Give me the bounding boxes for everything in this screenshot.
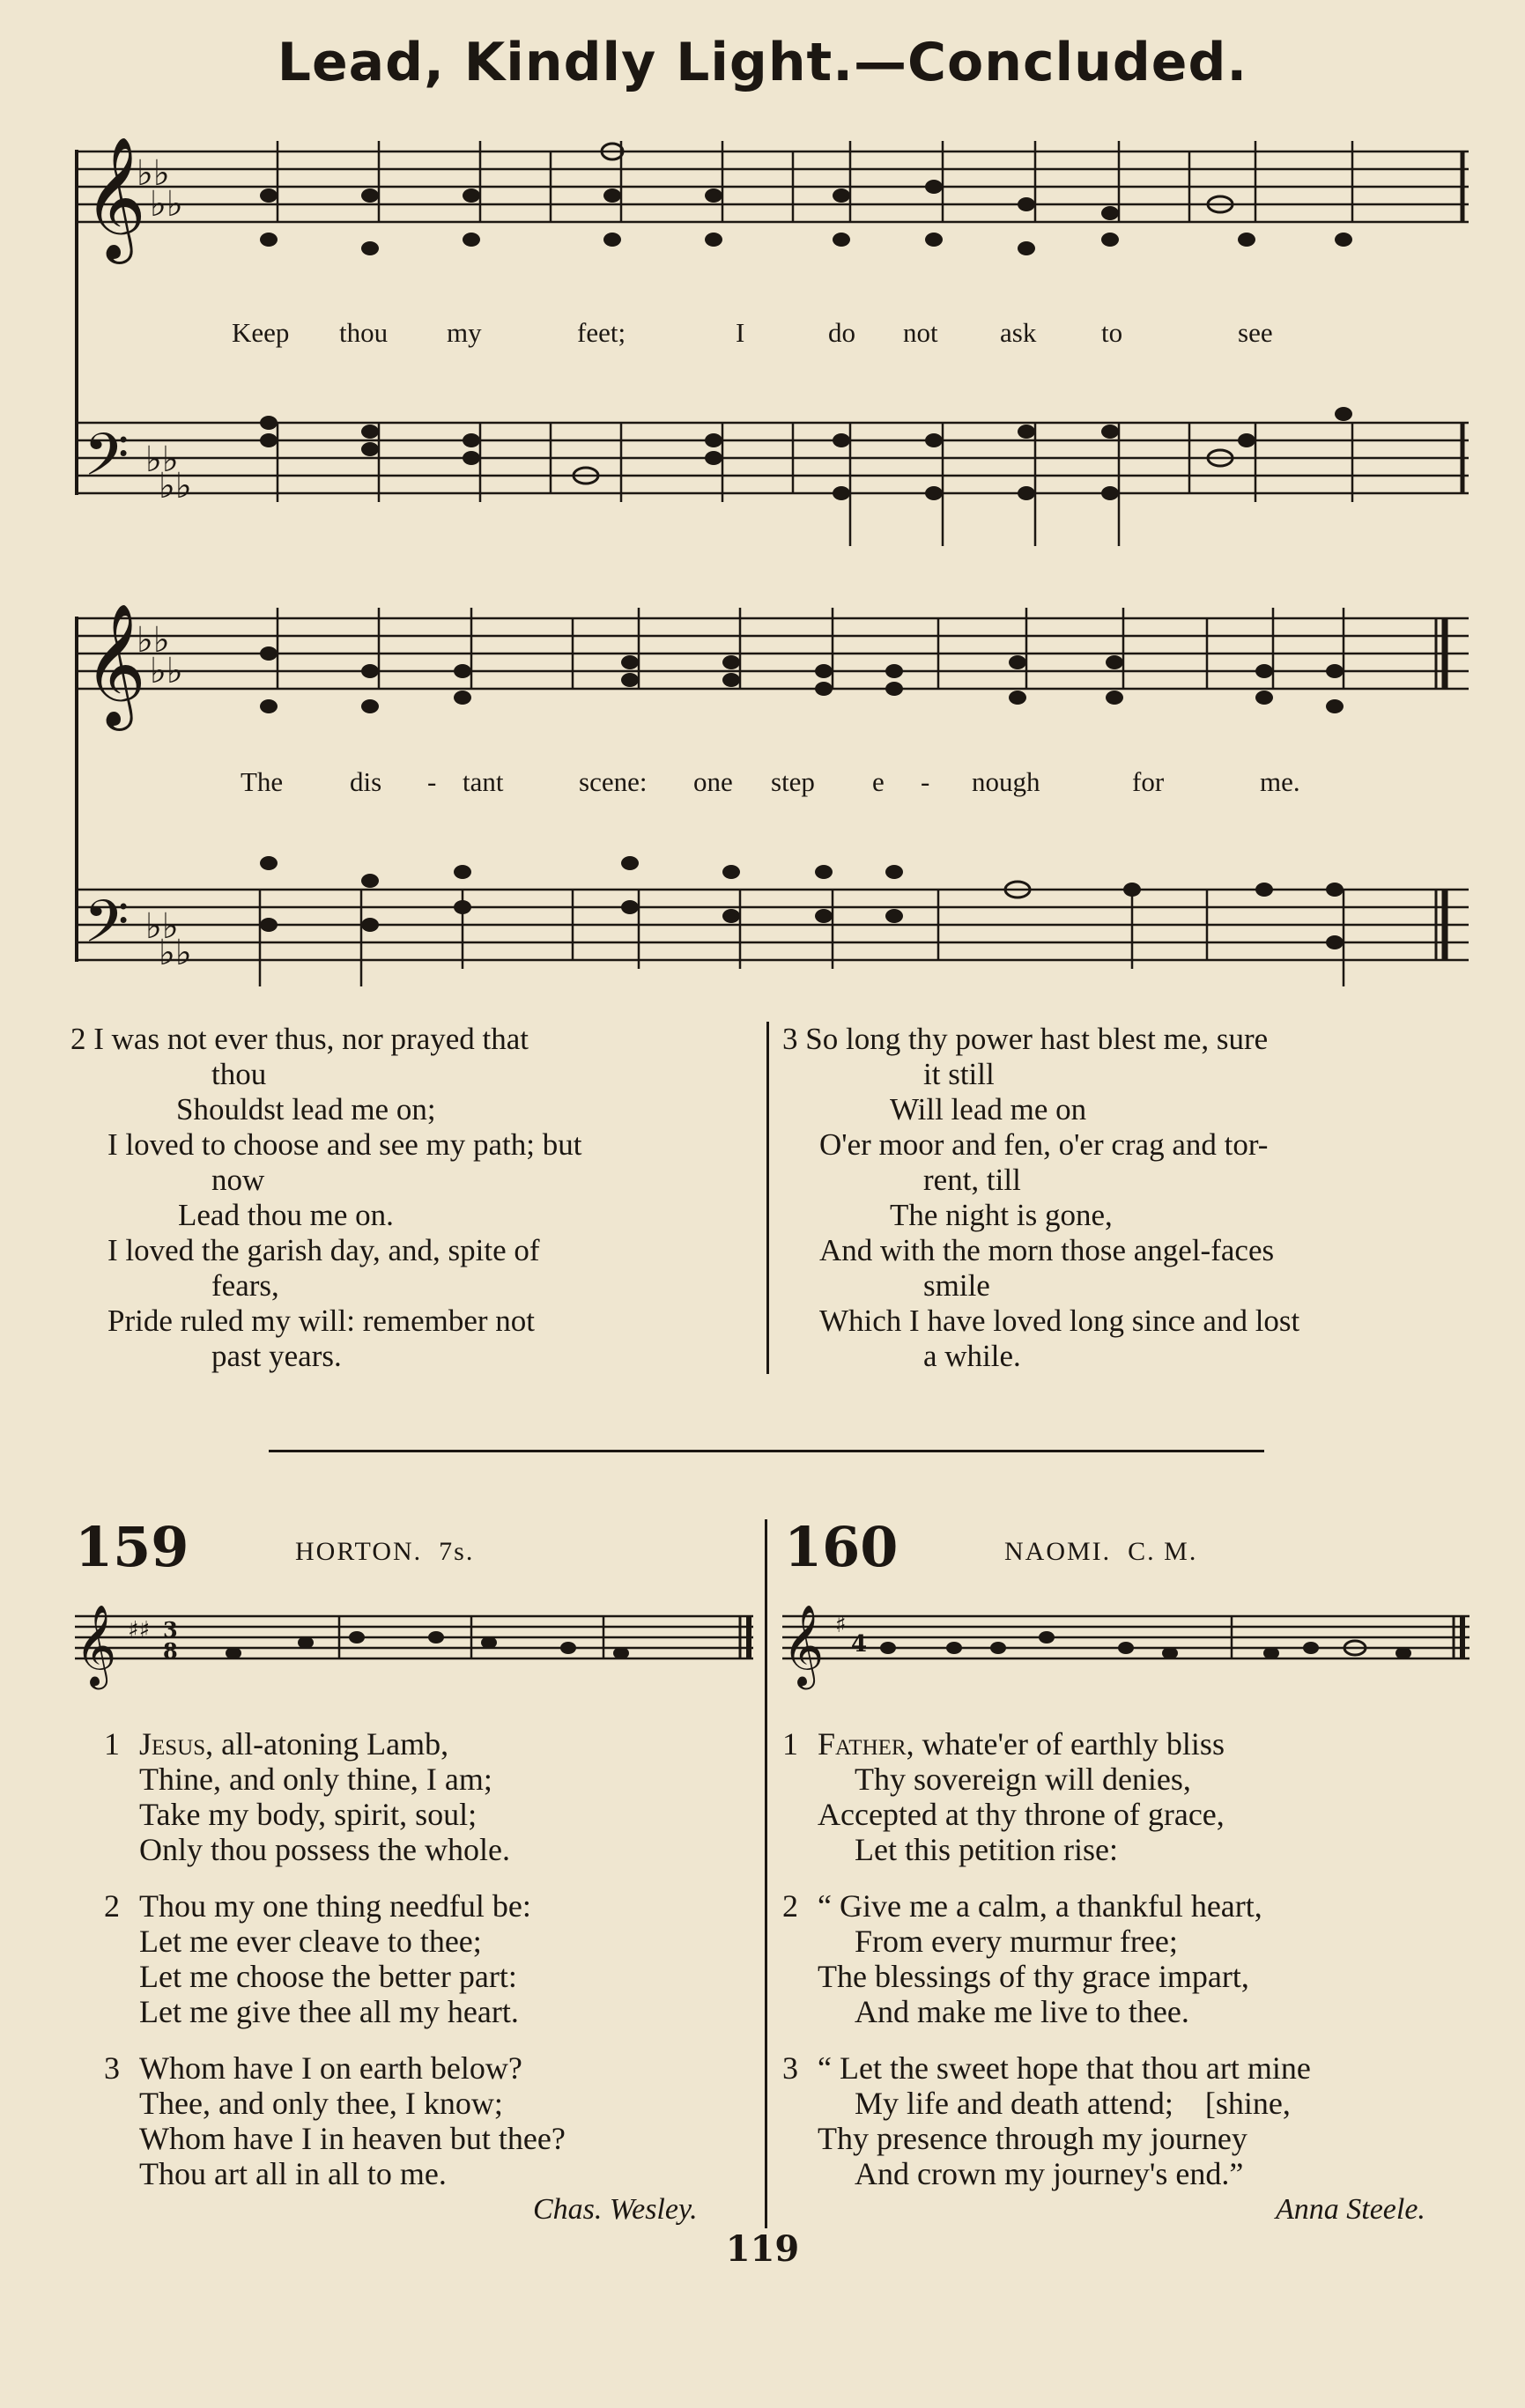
stanza-number: 1 [104,1726,120,1762]
verse-line: thou [211,1057,267,1091]
stanza-line: “ Let the sweet hope that thou art mine [818,2050,1311,2086]
lyric-syllable: do [828,317,855,348]
stanza-line: Thy sovereign will denies, [855,1762,1191,1797]
verse-line: Lead thou me on. [178,1198,394,1232]
tune-label: NAOMI. [1004,1537,1112,1566]
svg-text:𝄞: 𝄞 [782,1604,825,1686]
verse-column-divider [766,1022,769,1374]
meter-label: 7s. [439,1537,475,1566]
stanza-first-word: Father, [818,1726,914,1762]
meter-label: C. M. [1128,1537,1198,1566]
stanza-line: And make me live to thee. [855,1994,1189,2029]
verse-line: I loved to choose and see my path; but [107,1127,582,1162]
stanza-line: “ Give me a calm, a thankful heart, [818,1888,1262,1924]
stanza [104,1888,774,2029]
stanza-number: 3 [104,2050,120,2086]
author-159: Chas. Wesley. [533,2193,698,2226]
lyric-syllable: I [736,317,745,348]
stanza-line: Thee, and only thee, I know; [139,2086,503,2121]
stanza [782,2050,1478,2191]
svg-text:♭♭: ♭♭ [150,184,183,225]
svg-text:3: 3 [163,1617,178,1643]
music-system-2 [75,599,1469,1004]
stanza-line: From every murmur free; [855,1924,1178,1959]
verse-line: it still [923,1057,995,1091]
stanza-line: Whom have I on earth below? [139,2050,522,2086]
verse-line: O'er moor and fen, o'er crag and tor- [819,1127,1269,1162]
stanza-line: Only thou possess the whole. [139,1832,510,1867]
verse-line: Will lead me on [890,1092,1087,1126]
music-notation-system-2 [75,599,1469,1004]
lyric-syllable: thou [339,317,389,348]
hymn-159-text [104,1726,774,2212]
lyric-syllable: step [771,766,815,797]
svg-text:♭♭: ♭♭ [145,906,179,947]
svg-text:4: 4 [851,1631,868,1658]
svg-text:♭♭: ♭♭ [145,439,179,480]
tune-name-160 [1004,1537,1197,1567]
author-160: Anna Steele. [1276,2193,1425,2226]
verse-line: now [211,1163,265,1197]
verse-line: smile [923,1268,990,1303]
stanza [782,1888,1478,2029]
stanza-line: And crown my journey's end.” [855,2156,1244,2191]
lyric-syllable: e [872,766,885,797]
verse-line: I loved the garish day, and, spite of [107,1233,540,1267]
lyric-syllable: me. [1260,766,1300,797]
stanza-line: Let me choose the better part: [139,1959,517,1994]
page-number: 119 [725,2228,800,2270]
stanza-number: 3 [782,2050,798,2086]
music-notation-160 [782,1599,1469,1695]
lyric-syllable: to [1101,317,1123,348]
stanza-line: Accepted at thy throne of grace, [818,1797,1225,1832]
stanza-line: Let me ever cleave to thee; [139,1924,482,1959]
stanza-line: whate'er of earthly bliss [922,1726,1225,1762]
lyric-syllable: one [693,766,733,797]
svg-text:𝄢: 𝄢 [84,421,130,503]
svg-text:𝄞: 𝄞 [75,1604,117,1686]
stanza-line: Thine, and only thine, I am; [139,1762,492,1797]
lyric-syllable: my [447,317,482,348]
lyric-syllable: The [241,766,284,797]
verse-line: Shouldst lead me on; [176,1092,436,1126]
stanza [104,1726,774,1867]
hymn-160-staff [782,1599,1469,1699]
stanza-line: Thou art all in all to me. [139,2156,447,2191]
tune-label: HORTON. [295,1537,423,1566]
stanza-line: My life and death attend; [shine, [855,2086,1291,2121]
svg-text:♯: ♯ [835,1612,847,1638]
verse-number: 3 [782,1022,798,1056]
verse-line: Which I have loved long since and lost [819,1304,1300,1338]
stanza-line: Let me give thee all my heart. [139,1994,519,2029]
lyric-syllable: nough [972,766,1040,797]
svg-text:♭♭: ♭♭ [150,651,183,691]
verse-line: a while. [923,1339,1021,1373]
lyric-syllable: feet; [577,317,626,348]
lyric-syllable: - [921,766,930,797]
stanza-line: all-atoning Lamb, [221,1726,449,1762]
svg-text:♯♯: ♯♯ [128,1617,151,1643]
page-title: Lead, Kindly Light.—Concluded. [277,32,1248,93]
stanza [782,1726,1478,1867]
hymn-159-staff [75,1599,753,1699]
hymn-column-divider [765,1519,767,2228]
verse-line: fears, [211,1268,279,1303]
stanza-line: Thou my one thing needful be: [139,1888,531,1924]
lyric-syllable: tant [463,766,504,797]
stanza-line: Take my body, spirit, soul; [139,1797,477,1832]
verse-line: Pride ruled my will: remember not [107,1304,536,1338]
stanza-line: Let this petition rise: [855,1832,1118,1867]
verse-line: And with the morn those angel-faces [819,1233,1275,1267]
stanza-first-word: Jesus, [139,1726,214,1762]
svg-text:♭♭: ♭♭ [159,933,192,973]
stanza [104,2050,774,2191]
lyric-syllable: ask [1000,317,1037,348]
svg-text:𝄞: 𝄞 [84,603,146,726]
hymn-number-159: 159 [75,1515,189,1579]
lyric-syllable: - [427,766,437,797]
svg-text:8: 8 [163,1638,178,1664]
verse-line: So long thy power hast blest me, sure [805,1022,1269,1056]
svg-text:♭♭: ♭♭ [137,620,170,661]
svg-text:♭♭: ♭♭ [137,153,170,194]
verse-3 [782,1022,1478,1374]
stanza-line: The blessings of thy grace impart, [818,1959,1249,1994]
tune-name-159 [295,1537,474,1567]
lyrics-row-system-2 [75,766,1469,801]
stanza-line: Thy presence through my journey [818,2121,1247,2156]
lyric-syllable: see [1238,317,1273,348]
hymn-number-160: 160 [784,1515,899,1579]
stanza-line: Whom have I in heaven but thee? [139,2121,566,2156]
lyric-syllable: not [903,317,938,348]
lyric-syllable: scene: [579,766,648,797]
svg-text:𝄢: 𝄢 [84,888,130,970]
verse-2 [70,1022,758,1374]
svg-text:♭♭: ♭♭ [159,466,192,506]
section-divider [269,1450,1264,1452]
verse-line: I was not ever thus, nor prayed that [93,1022,529,1056]
music-notation-159 [75,1599,753,1695]
verse-line: The night is gone, [890,1198,1113,1232]
hymn-160-text [782,1726,1478,2212]
verse-number: 2 [70,1022,86,1056]
lyric-syllable: dis [350,766,382,797]
svg-text:𝄞: 𝄞 [84,137,146,259]
lyric-syllable: for [1132,766,1165,797]
stanza-number: 2 [782,1888,798,1924]
stanza-number: 2 [104,1888,120,1924]
lyric-syllable: Keep [232,317,290,348]
lyrics-row-system-1 [75,317,1469,352]
stanza-number: 1 [782,1726,798,1762]
verse-line: rent, till [923,1163,1021,1197]
verse-line: past years. [211,1339,342,1373]
